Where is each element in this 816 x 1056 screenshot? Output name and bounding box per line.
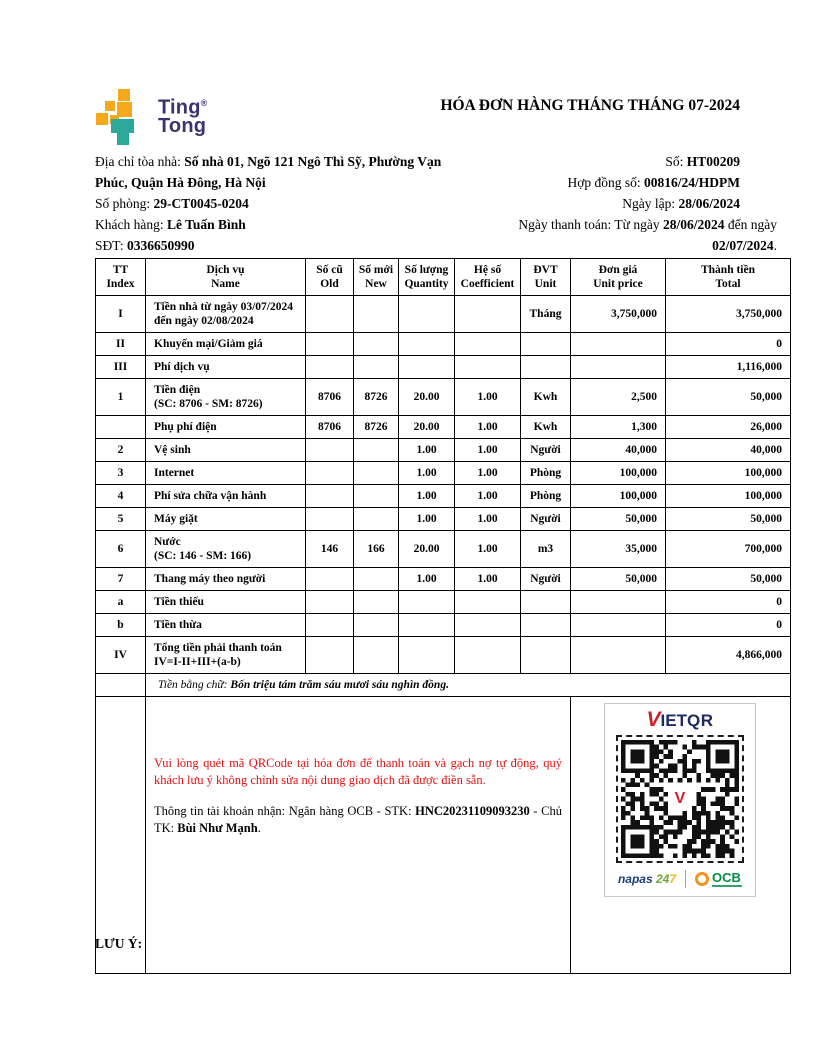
cell-index: IV: [96, 637, 146, 674]
table-row: [96, 568, 791, 591]
column-header: Số cũ Old: [306, 259, 354, 296]
payment-tt-cell: [96, 697, 146, 974]
cell-old: [306, 333, 354, 356]
cell-coefficient: [455, 637, 521, 674]
cell-total: 100,000: [666, 462, 791, 485]
table-row: [96, 439, 791, 462]
tingtong-plus-icon: [95, 88, 151, 153]
table-row: [96, 531, 791, 568]
cell-coefficient: [455, 614, 521, 637]
qr-center-logo: V: [669, 788, 691, 810]
cell-name: Thang máy theo người: [146, 568, 306, 591]
table-row: [96, 296, 791, 333]
cell-new: [354, 356, 399, 379]
cell-total: 26,000: [666, 416, 791, 439]
invoice-table: [95, 258, 791, 974]
cell-unit-price: 50,000: [571, 568, 666, 591]
room-number: Số phòng: 29-CT0045-0204: [95, 196, 249, 211]
cell-name: Internet: [146, 462, 306, 485]
account-info: Thông tin tài khoản nhận: Ngân hàng OCB - STK: HNC20231109093230 - Chủ TK: Bùi Như Mạnh.: [154, 804, 562, 835]
cell-coefficient: 1.00: [455, 416, 521, 439]
table-row: [96, 637, 791, 674]
cell-name: Phí dịch vụ: [146, 356, 306, 379]
logo-divider: [685, 870, 686, 888]
cell-name: Máy giặt: [146, 508, 306, 531]
table-body: [96, 296, 791, 674]
footer-note-label: LƯU Ý:: [95, 936, 143, 951]
cell-quantity: [399, 296, 455, 333]
payment-instructions: [146, 697, 571, 974]
cell-coefficient: 1.00: [455, 439, 521, 462]
ocb-subtext-bar: [712, 885, 742, 887]
cell-quantity: 20.00: [399, 531, 455, 568]
vietqr-logo: VIETQR: [646, 708, 714, 731]
cell-old: [306, 614, 354, 637]
cell-old: [306, 439, 354, 462]
cell-old: [306, 568, 354, 591]
cell-unit-price: [571, 356, 666, 379]
cell-coefficient: [455, 591, 521, 614]
cell-quantity: 20.00: [399, 379, 455, 416]
table-row: [96, 591, 791, 614]
contract-number: Hợp đồng số: 00816/24/HDPM: [567, 175, 740, 190]
logo-wordmark: Ting® Tong: [158, 96, 208, 137]
cell-new: [354, 591, 399, 614]
partner-logos: [609, 870, 751, 888]
cell-quantity: 1.00: [399, 568, 455, 591]
cell-coefficient: 1.00: [455, 531, 521, 568]
cell-new: [354, 439, 399, 462]
table-row: [96, 356, 791, 379]
cell-new: 8726: [354, 416, 399, 439]
table-row: [96, 614, 791, 637]
cell-unit-price: 100,000: [571, 485, 666, 508]
cell-total: 0: [666, 333, 791, 356]
cell-unit: [521, 333, 571, 356]
column-header: Hệ số Coefficient: [455, 259, 521, 296]
cell-total: 0: [666, 591, 791, 614]
column-header: Thành tiền Total: [666, 259, 791, 296]
cell-coefficient: 1.00: [455, 379, 521, 416]
table-row: [96, 333, 791, 356]
cell-index: a: [96, 591, 146, 614]
ocb-ring-icon: [695, 872, 709, 886]
table-row: [96, 379, 791, 416]
invoice-info: [95, 151, 790, 256]
cell-quantity: [399, 637, 455, 674]
column-header: ĐVT Unit: [521, 259, 571, 296]
issue-date: Ngày lập: 28/06/2024: [622, 196, 740, 211]
cell-quantity: 1.00: [399, 508, 455, 531]
cell-coefficient: 1.00: [455, 508, 521, 531]
cell-name: Nước (SC: 146 - SM: 166): [146, 531, 306, 568]
cell-unit: Phòng: [521, 485, 571, 508]
column-header: TT Index: [96, 259, 146, 296]
cell-unit: Người: [521, 508, 571, 531]
cell-old: [306, 462, 354, 485]
cell-unit: Người: [521, 439, 571, 462]
cell-new: [354, 296, 399, 333]
cell-coefficient: [455, 296, 521, 333]
cell-coefficient: 1.00: [455, 568, 521, 591]
page-title: HÓA ĐƠN HÀNG THÁNG THÁNG 07-2024: [440, 97, 740, 114]
cell-coefficient: 1.00: [455, 485, 521, 508]
cell-new: [354, 485, 399, 508]
vietqr-card: [604, 703, 756, 897]
cell-index: 7: [96, 568, 146, 591]
cell-unit-price: 3,750,000: [571, 296, 666, 333]
cell-unit-price: [571, 637, 666, 674]
cell-quantity: [399, 333, 455, 356]
cell-total: 1,116,000: [666, 356, 791, 379]
cell-unit: [521, 614, 571, 637]
cell-index: 4: [96, 485, 146, 508]
cell-quantity: 1.00: [399, 485, 455, 508]
document-header: [95, 88, 790, 153]
cell-new: [354, 614, 399, 637]
cell-total: 50,000: [666, 568, 791, 591]
cell-index: 3: [96, 462, 146, 485]
cell-unit: [521, 591, 571, 614]
qr-cell: [571, 697, 791, 974]
cell-name: Tiền nhà từ ngày 03/07/2024 đến ngày 02/08/2024: [146, 296, 306, 333]
cell-unit: [521, 637, 571, 674]
customer-name: Khách hàng: Lê Tuấn Bình: [95, 217, 246, 232]
cell-quantity: 20.00: [399, 416, 455, 439]
cell-total: 0: [666, 614, 791, 637]
cell-index: 1: [96, 379, 146, 416]
cell-unit: Tháng: [521, 296, 571, 333]
cell-name: Tổng tiền phải thanh toán IV=I-II+III+(a-b): [146, 637, 306, 674]
cell-unit: Kwh: [521, 379, 571, 416]
cell-index: [96, 416, 146, 439]
building-address: Địa chỉ tòa nhà: Số nhà 01, Ngõ 121 Ngô Thì Sỹ, Phường Vạn Phúc, Quận Hà Đông, Hà Nội: [95, 154, 442, 190]
cell-old: [306, 356, 354, 379]
cell-unit-price: [571, 333, 666, 356]
ocb-logo: OCB: [695, 872, 742, 887]
cell-name: Tiền thừa: [146, 614, 306, 637]
cell-old: [306, 485, 354, 508]
cell-new: [354, 568, 399, 591]
cell-new: [354, 462, 399, 485]
cell-name: Tiền điện (SC: 8706 - SM: 8726): [146, 379, 306, 416]
table-header: [96, 259, 791, 296]
cell-index: II: [96, 333, 146, 356]
cell-total: 4,866,000: [666, 637, 791, 674]
cell-old: [306, 508, 354, 531]
cell-unit-price: 35,000: [571, 531, 666, 568]
table-row: [96, 416, 791, 439]
cell-index: 5: [96, 508, 146, 531]
cell-quantity: [399, 356, 455, 379]
cell-unit-price: 2,500: [571, 379, 666, 416]
cell-unit-price: [571, 591, 666, 614]
cell-new: [354, 637, 399, 674]
customer-phone: SĐT: 0336650990: [95, 238, 195, 253]
cell-unit-price: 1,300: [571, 416, 666, 439]
cell-unit-price: 100,000: [571, 462, 666, 485]
tingtong-logo: [95, 88, 208, 153]
column-header: Số lượng Quantity: [399, 259, 455, 296]
cell-total: 50,000: [666, 379, 791, 416]
cell-total: 3,750,000: [666, 296, 791, 333]
cell-name: Vệ sinh: [146, 439, 306, 462]
cell-quantity: [399, 591, 455, 614]
cell-name: Phí sửa chữa vận hành: [146, 485, 306, 508]
column-header: Đơn giá Unit price: [571, 259, 666, 296]
cell-new: [354, 333, 399, 356]
cell-total: 700,000: [666, 531, 791, 568]
cell-index: I: [96, 296, 146, 333]
cell-old: 146: [306, 531, 354, 568]
column-header: Dịch vụ Name: [146, 259, 306, 296]
column-header: Số mới New: [354, 259, 399, 296]
invoice-number: Số: HT00209: [665, 154, 740, 169]
cell-unit: Phòng: [521, 462, 571, 485]
cell-index: III: [96, 356, 146, 379]
cell-unit-price: [571, 614, 666, 637]
cell-unit: [521, 356, 571, 379]
table-row: [96, 485, 791, 508]
cell-name: Phụ phí điện: [146, 416, 306, 439]
payment-row: [96, 697, 791, 974]
cell-coefficient: 1.00: [455, 462, 521, 485]
cell-coefficient: [455, 356, 521, 379]
cell-name: Tiền thiếu: [146, 591, 306, 614]
cell-total: 40,000: [666, 439, 791, 462]
cell-total: 50,000: [666, 508, 791, 531]
cell-index: 6: [96, 531, 146, 568]
cell-index: 2: [96, 439, 146, 462]
cell-new: 166: [354, 531, 399, 568]
cell-old: 8706: [306, 416, 354, 439]
cell-old: [306, 591, 354, 614]
table-row: [96, 462, 791, 485]
cell-unit: m3: [521, 531, 571, 568]
cell-quantity: 1.00: [399, 462, 455, 485]
amount-in-words-row: [96, 674, 791, 697]
cell-unit: Kwh: [521, 416, 571, 439]
invoice-meta: [455, 151, 790, 256]
cell-unit: Người: [521, 568, 571, 591]
napas-247-logo: napas 247: [617, 872, 677, 886]
cell-quantity: 1.00: [399, 439, 455, 462]
cell-total: 100,000: [666, 485, 791, 508]
cell-old: 8706: [306, 379, 354, 416]
customer-info: [95, 151, 455, 256]
cell-index: b: [96, 614, 146, 637]
amount-in-words: Tiền bằng chữ: Bốn triệu tám trăm sáu mươi sáu nghìn đồng.: [146, 674, 791, 697]
cell-quantity: [399, 614, 455, 637]
cell-new: [354, 508, 399, 531]
qr-code: [616, 735, 744, 863]
cell-unit-price: 40,000: [571, 439, 666, 462]
cell-coefficient: [455, 333, 521, 356]
cell-name: Khuyến mại/Giảm giá: [146, 333, 306, 356]
cell-new: 8726: [354, 379, 399, 416]
amount-words-tt-cell: [96, 674, 146, 697]
cell-old: [306, 637, 354, 674]
payment-period: Ngày thanh toán: Từ ngày 28/06/2024 đến ngày 02/07/2024.: [518, 217, 777, 253]
table-row: [96, 508, 791, 531]
cell-unit-price: 50,000: [571, 508, 666, 531]
cell-old: [306, 296, 354, 333]
qr-warning-text: Vui lòng quét mã QRCode tại hóa đơn để thanh toán và gạch nợ tự động, quý khách lưu ý không chỉnh sửa nội dung giao dịch đã được điền sẵn.: [154, 756, 562, 787]
